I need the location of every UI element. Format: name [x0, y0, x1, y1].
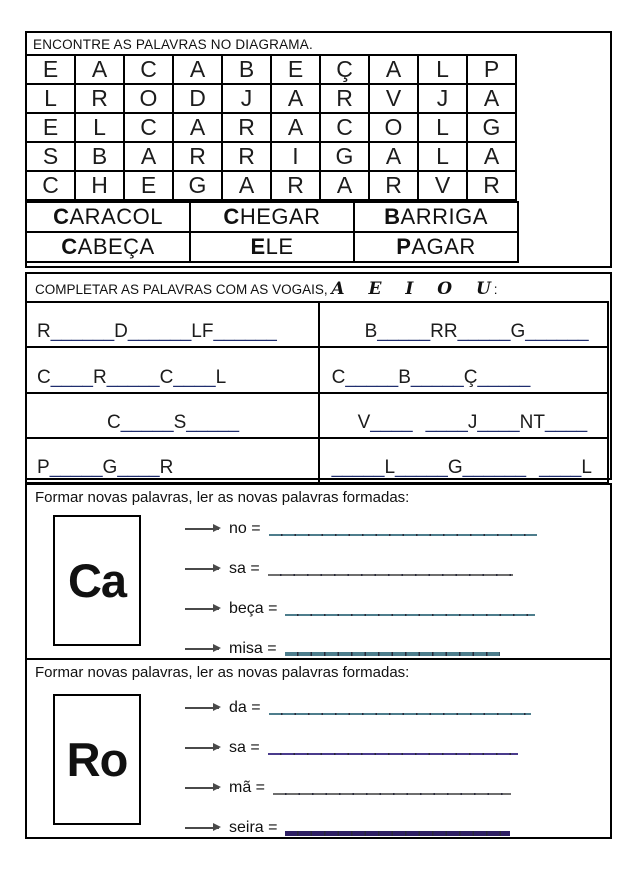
- grid-cell: S: [26, 142, 75, 171]
- letter-segment: V: [357, 411, 371, 433]
- letter-segment: RR: [430, 321, 458, 343]
- letter-segment: D: [114, 321, 128, 343]
- form-item: [185, 768, 600, 808]
- form-item-label: sa =: [229, 739, 260, 756]
- vowel-word-cabeca: [319, 347, 608, 392]
- word-item: [26, 202, 190, 232]
- grid-cell: G: [320, 142, 369, 171]
- word-rest: LE: [265, 234, 294, 259]
- form-ro-items: [185, 688, 600, 848]
- grid-cell: O: [124, 84, 173, 113]
- form-item-label: da =: [229, 699, 261, 716]
- blank-segment: ______: [50, 321, 115, 343]
- grid-cell: A: [173, 55, 222, 84]
- grid-cell: B: [222, 55, 271, 84]
- grid-cell: V: [369, 84, 418, 113]
- grid-cell: D: [173, 84, 222, 113]
- blank-segment: _____: [345, 366, 399, 388]
- vowel-row: [26, 438, 608, 483]
- blank-segment: ____: [117, 457, 160, 478]
- word-item: [190, 232, 354, 262]
- word-rest: ARACOL: [69, 204, 163, 229]
- arrow-icon: [185, 787, 219, 789]
- vowel-word-rodolfo: [26, 302, 319, 347]
- arrow-icon: [185, 528, 219, 530]
- vowel-title-text: COMPLETAR AS PALAVRAS COM AS VOGAIS,: [35, 282, 328, 297]
- vowel-word-casa: [26, 393, 319, 438]
- blank-segment: ____: [477, 411, 520, 433]
- answer-line: [273, 793, 511, 795]
- answer-line: [285, 614, 535, 616]
- word-rest: AGAR: [411, 234, 476, 259]
- letter-segment: G: [510, 321, 526, 343]
- form-item-label: seira =: [229, 819, 278, 836]
- word-list-row: [26, 232, 518, 262]
- vowel-word-barriga: [319, 302, 608, 347]
- grid-cell: L: [418, 113, 467, 142]
- grid-cell: Ç: [320, 55, 369, 84]
- grid-cell: L: [418, 55, 467, 84]
- grid-cell: E: [26, 55, 75, 84]
- grid-cell: A: [369, 142, 418, 171]
- grid-cell: A: [222, 171, 271, 200]
- blank-segment: _____: [377, 321, 431, 343]
- blank-segment: ____: [425, 411, 468, 433]
- letter-segment: J: [467, 411, 478, 433]
- form-item: [185, 688, 600, 728]
- blank-segment: _____: [106, 366, 160, 388]
- grid-cell: R: [173, 142, 222, 171]
- vowel-section-title: [27, 274, 610, 302]
- grid-cell: J: [222, 84, 271, 113]
- word-first-letter: B: [384, 204, 401, 229]
- grid-cell: R: [271, 171, 320, 200]
- word-list-row: [26, 202, 518, 232]
- grid-cell: A: [467, 142, 516, 171]
- vowel-word-aluguel: [319, 438, 608, 483]
- letter-segment: LF: [191, 321, 214, 343]
- grid-row: [26, 55, 516, 84]
- letter-segment: C: [159, 366, 174, 388]
- blank-segment: _____: [457, 321, 511, 343]
- blank-segment: _____: [331, 457, 385, 478]
- grid-cell: G: [173, 171, 222, 200]
- grid-cell: R: [369, 171, 418, 200]
- form-item-label: beça =: [229, 600, 278, 617]
- vowel-title-colon: :: [493, 282, 498, 297]
- grid-cell: P: [467, 55, 516, 84]
- blank-segment: ____: [539, 457, 582, 478]
- form-item: [185, 728, 600, 768]
- grid-cell: A: [271, 84, 320, 113]
- grid-cell: A: [320, 171, 369, 200]
- arrow-icon: [185, 568, 219, 570]
- word-item: [354, 232, 518, 262]
- answer-line: [268, 574, 513, 576]
- grid-row: [26, 84, 516, 113]
- grid-cell: R: [320, 84, 369, 113]
- form-item-label: sa =: [229, 560, 260, 577]
- syllable-box-ro: Ro: [53, 694, 141, 825]
- grid-cell: H: [75, 171, 124, 200]
- grid-cell: L: [75, 113, 124, 142]
- syllable-box-ca: Ca: [53, 515, 141, 646]
- form-words-ro-section: [25, 658, 612, 839]
- letter-segment: R: [93, 366, 107, 388]
- letter-segment: B: [364, 321, 378, 343]
- vowel-word-pagar: [26, 438, 319, 483]
- grid-cell: G: [467, 113, 516, 142]
- grid-cell: C: [124, 55, 173, 84]
- letter-segment: C: [331, 366, 346, 388]
- grid-cell: L: [418, 142, 467, 171]
- word-list: [25, 201, 519, 263]
- arrow-icon: [185, 648, 219, 650]
- form-item: [185, 549, 600, 589]
- letter-segment: C: [37, 366, 51, 388]
- grid-cell: C: [124, 113, 173, 142]
- arrow-icon: [185, 827, 219, 829]
- word-rest: ABEÇA: [77, 234, 155, 259]
- grid-cell: L: [26, 84, 75, 113]
- grid-cell: A: [124, 142, 173, 171]
- vowel-list: A E I O U: [331, 279, 494, 299]
- word-item: [354, 202, 518, 232]
- form-item: [185, 589, 600, 629]
- blank-segment: ______: [127, 321, 192, 343]
- vowel-row: [26, 347, 608, 392]
- blank-segment: _____: [186, 411, 240, 433]
- grid-row: [26, 171, 516, 200]
- letter-segment: R: [159, 457, 174, 478]
- letter-segment: L: [581, 457, 592, 478]
- grid-cell: O: [369, 113, 418, 142]
- word-first-letter: C: [223, 204, 240, 229]
- word-first-letter: C: [53, 204, 70, 229]
- form-ca-items: [185, 509, 600, 669]
- blank-segment: ______: [525, 321, 589, 343]
- word-first-letter: E: [250, 234, 266, 259]
- form-item: [185, 808, 600, 848]
- word-first-letter: P: [396, 234, 412, 259]
- grid-cell: C: [320, 113, 369, 142]
- blank-segment: ____: [50, 366, 94, 388]
- vowel-row: [26, 393, 608, 438]
- blank-segment: ____: [544, 411, 588, 433]
- blank-segment: _____: [410, 366, 464, 388]
- letter-segment: B: [398, 366, 411, 388]
- word-item: [190, 202, 354, 232]
- word-search-section: [25, 31, 612, 268]
- letter-segment: G: [447, 457, 463, 478]
- grid-cell: I: [271, 142, 320, 171]
- form-item-label: no =: [229, 520, 261, 537]
- blank-segment: _____: [120, 411, 174, 433]
- arrow-icon: [185, 707, 219, 709]
- grid-cell: J: [418, 84, 467, 113]
- vowel-word-caracol: [26, 347, 319, 392]
- grid-cell: R: [222, 142, 271, 171]
- grid-cell: R: [222, 113, 271, 142]
- grid-cell: E: [26, 113, 75, 142]
- form-item: [185, 509, 600, 549]
- word-first-letter: C: [61, 234, 78, 259]
- letter-segment: G: [102, 457, 118, 478]
- word-search-title: ENCONTRE AS PALAVRAS NO DIAGRAMA.: [33, 37, 313, 52]
- blank-segment: ____: [370, 411, 413, 433]
- grid-cell: B: [75, 142, 124, 171]
- form-item-label: mã =: [229, 779, 266, 796]
- form-item-label: misa =: [229, 640, 277, 657]
- blank-segment: ____: [173, 366, 216, 388]
- letter-segment: R: [37, 321, 51, 343]
- form-ro-title: Formar novas palavras, ler as novas palavras formadas:: [35, 664, 410, 681]
- letter-segment: S: [173, 411, 187, 433]
- letter-segment: P: [37, 457, 50, 478]
- letter-segment: NT: [519, 411, 545, 433]
- arrow-icon: [185, 608, 219, 610]
- letter-segment: L: [384, 457, 396, 478]
- grid-cell: A: [467, 84, 516, 113]
- grid-cell: A: [173, 113, 222, 142]
- grid-cell: E: [271, 55, 320, 84]
- blank-segment: _____: [395, 457, 448, 478]
- grid-cell: E: [124, 171, 173, 200]
- grid-cell: A: [271, 113, 320, 142]
- grid-cell: R: [75, 84, 124, 113]
- grid-row: [26, 142, 516, 171]
- vowel-row: [26, 302, 608, 347]
- grid-cell: R: [467, 171, 516, 200]
- vowel-completion-section: [25, 272, 612, 480]
- letter-grid: [25, 54, 517, 201]
- vowel-blanks-table: [25, 301, 609, 484]
- answer-line: [285, 831, 510, 836]
- word-rest: HEGAR: [239, 204, 321, 229]
- form-words-ca-section: [25, 483, 612, 660]
- answer-line: [285, 652, 500, 657]
- answer-line: [269, 534, 537, 536]
- letter-segment: Ç: [463, 366, 478, 388]
- grid-row: [26, 113, 516, 142]
- answer-line: [269, 713, 531, 715]
- grid-cell: C: [26, 171, 75, 200]
- grid-cell: A: [369, 55, 418, 84]
- word-rest: ARRIGA: [400, 204, 488, 229]
- letter-segment: C: [107, 411, 121, 433]
- grid-cell: A: [75, 55, 124, 84]
- blank-segment: ______: [213, 321, 277, 343]
- arrow-icon: [185, 747, 219, 749]
- blank-segment: _____: [49, 457, 103, 478]
- form-ca-title: Formar novas palavras, ler as novas palavras formadas:: [35, 489, 410, 506]
- letter-segment: L: [215, 366, 227, 388]
- blank-segment: ______: [462, 457, 527, 478]
- grid-cell: V: [418, 171, 467, 200]
- vowel-word-viajante: [319, 393, 608, 438]
- answer-line: [268, 753, 518, 755]
- blank-segment: _____: [477, 366, 531, 388]
- word-item: [26, 232, 190, 262]
